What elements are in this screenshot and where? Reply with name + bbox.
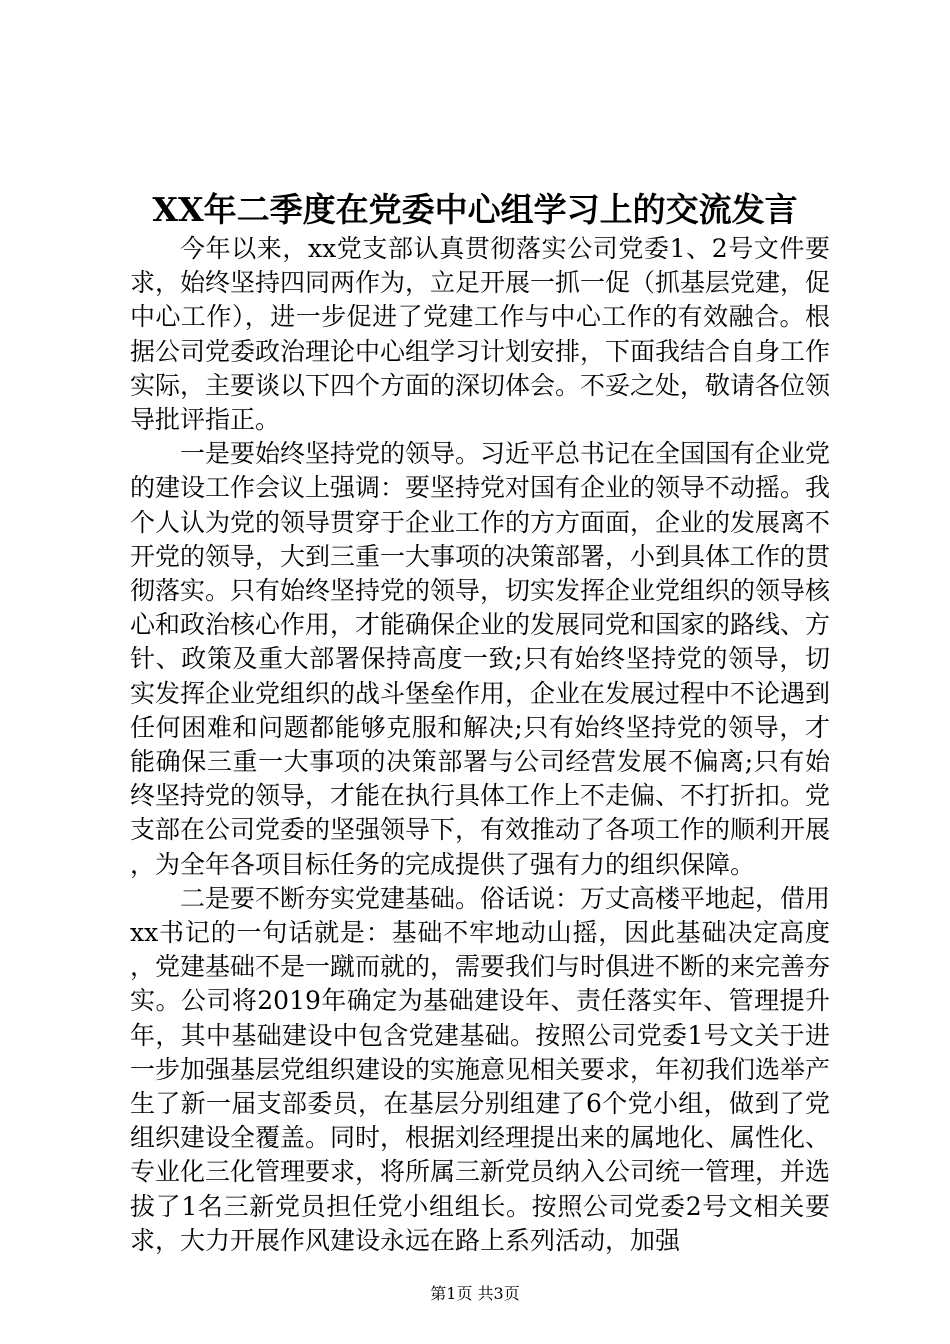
- paragraph-party-foundation: 二是要不断夯实党建基础。俗话说：万丈高楼平地起，借用xx书记的一句话就是：基础不牢地动山摇，因此基础决定高度，党建基础不是一蹴而就的，需要我们与时俱进不断的来完善夯实。公司将2019年确定为基础建设年、责任落实年、管理提升年，其中基础建设中包含党建基础。按照公司党委1号文关于进一步加强基层党组织建设的实施意见相关要求，年初我们选举产生了新一届支部委员，在基层分别组建了6个党小组，做到了党组织建设全覆盖。同时，根据刘经理提出来的属地化、属性化、专业化三化管理要求，将所属三新党员纳入公司统一管理，并选拔了1名三新党员担任党小组组长。按照公司党委2号文相关要求，大力开展作风建设永远在路上系列活动，加强: [130, 883, 831, 1255]
- document-body: [130, 232, 830, 1258]
- paragraph-intro: 今年以来，xx党支部认真贯彻落实公司党委1、2号文件要求，始终坚持四同两作为，立足开展一抓一促（抓基层党建，促中心工作），进一步促进了党建工作与中心工作的有效融合。根据公司党委政治理论中心组学习计划安排，下面我结合自身工作实际，主要谈以下四个方面的深切体会。不妥之处，敬请各位领导批评指正。: [130, 234, 831, 435]
- page-number-footer: 第1页 共3页: [430, 1284, 520, 1303]
- paragraph-party-leadership: 一是要始终坚持党的领导。习近平总书记在全国国有企业党的建设工作会议上强调：要坚持党对国有企业的领导不动摇。我个人认为党的领导贯穿于企业工作的方方面面，企业的发展离不开党的领导，大到三重一大事项的决策部署，小到具体工作的贯彻落实。只有始终坚持党的领导，切实发挥企业党组织的领导核心和政治核心作用，才能确保企业的发展同党和国家的路线、方针、政策及重大部署保持高度一致;只有始终坚持党的领导，切实发挥企业党组织的战斗堡垒作用，企业在发展过程中不论遇到任何困难和问题都能够克服和解决;只有始终坚持党的领导，才能确保三重一大事项的决策部署与公司经营发展不偏离;只有始终坚持党的领导，才能在执行具体工作上不走偏、不打折扣。党支部在公司党委的坚强领导下，有效推动了各项工作的顺利开展，为全年各项目标任务的完成提供了强有力的组织保障。: [130, 439, 831, 879]
- document-title: XX年二季度在党委中心组学习上的交流发言: [152, 190, 798, 229]
